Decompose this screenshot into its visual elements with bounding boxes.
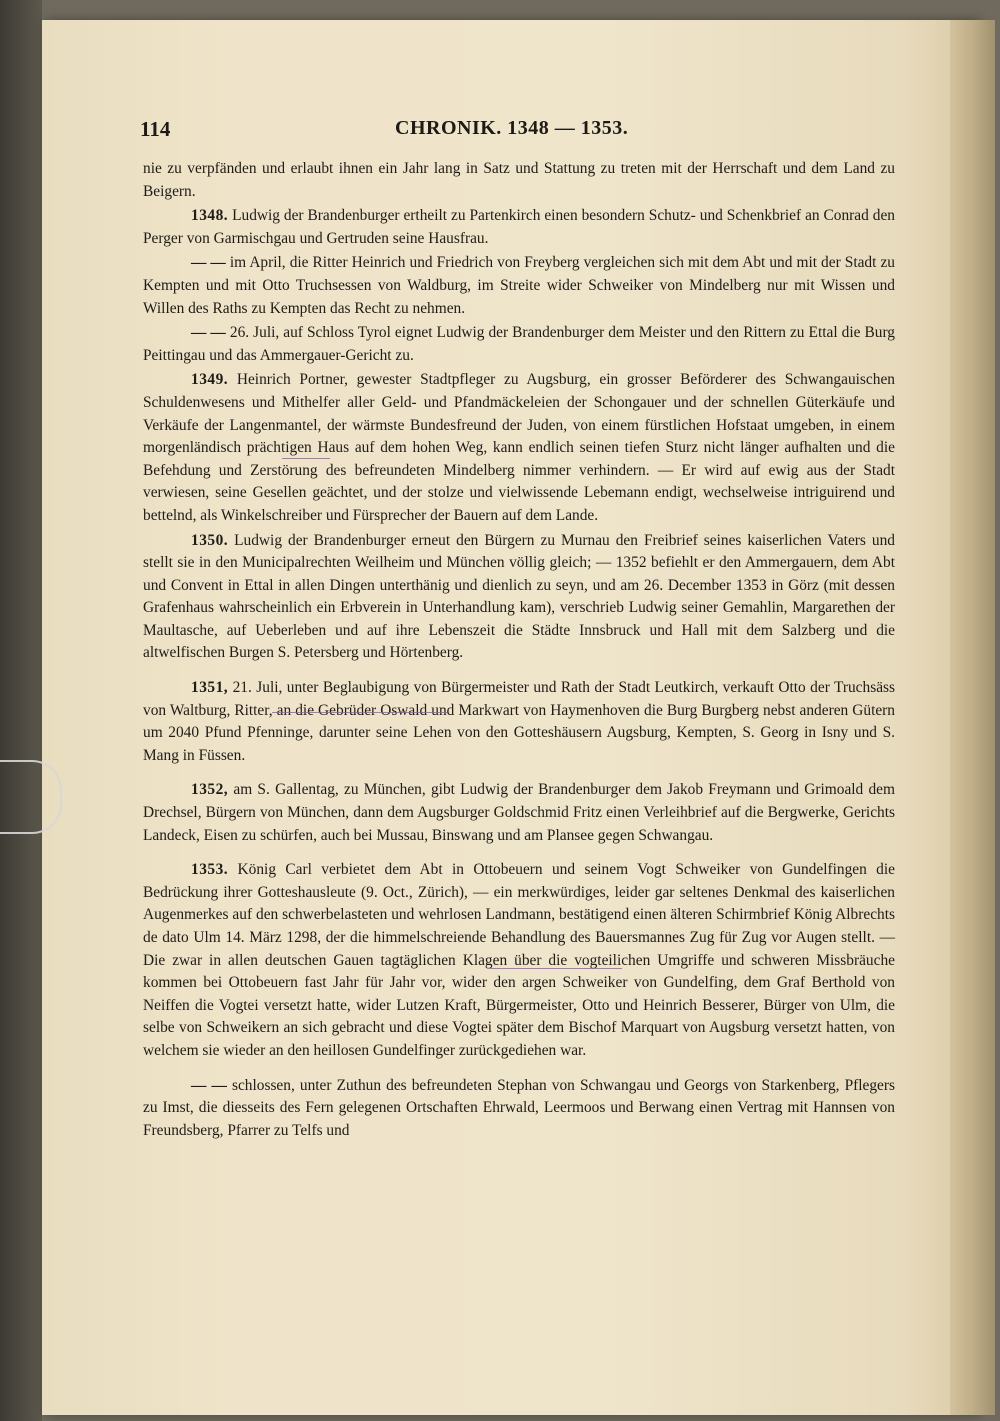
entry-text: Ludwig der Brandenburger ertheilt zu Partenkirch einen besondern Schutz- und Schenkbrief an Conrad den Perger von Garmischgau und Gertruden seine Hausfrau. [143, 207, 895, 247]
entry-paragraph [143, 859, 895, 1062]
entry-year: 1353. [191, 861, 229, 879]
entry-paragraph [143, 322, 895, 367]
page-title: CHRONIK. 1348 — 1353. [395, 117, 629, 139]
pencil-mark [272, 712, 447, 713]
entry-paragraph [143, 369, 895, 527]
paragraph-gap [143, 1065, 895, 1075]
pencil-mark [282, 458, 330, 459]
entry-paragraph [143, 158, 895, 203]
entry-text: 21. Juli, unter Beglaubigung von Bürgermeister und Rath der Stadt Leutkirch, verkauft Otto der Truchsäss von Waltburg, Ritter, an die Gebrüder Oswald und Markwart von Haymenhoven die Burg Burgberg nebst anderen Gütern um 2040 Pfund Pfenninge, darunter seine Lehen von den Gotteshäusern Augsburg, Kempten, S. Georg in Isny und S. Mang in Füssen. [143, 679, 896, 764]
paragraph-gap [143, 667, 895, 677]
entry-paragraph [143, 677, 895, 767]
pencil-mark [490, 968, 622, 969]
entry-paragraph [143, 530, 895, 666]
binding-shadow [0, 0, 42, 1421]
entry-text: 26. Juli, auf Schloss Tyrol eignet Ludwig der Brandenburger dem Meister und den Rittern zu Ettal die Burg Peittingau und das Ammergauer-Gericht zu. [143, 324, 895, 364]
entry-paragraph [143, 252, 895, 320]
entry-text: am S. Gallentag, zu München, gibt Ludwig der Brandenburger dem Jakob Freymann und Grimoald dem Drechsel, Bürgern von München, dann dem Augsburger Goldschmid Fritz einen Verleihbrief auf die Bergwerke, Gerichts Landeck, Eisen zu schürfen, auch bei Mussau, Binswang und am Plansee gegen Schwangau. [143, 781, 895, 844]
entry-text: Heinrich Portner, gewester Stadtpfleger zu Augsburg, ein grosser Beförderer des Schwangauischen Schuldenwesens und Mithelfer aller Geld- und Pfandmäckeleien der Schongauer und der schnellen Güterkäufe und Verkäufe der Langenmantel, der wärmste Bundesfreund der Juden, von einem fürstlichen Hofstaat umgeben, in einem morgenländisch prächtigen Haus auf dem hohen Weg, kann endlich seinen tiefen Sturz nicht länger aufhalten und die Befehdung und Zerstörung des befreundeten Mindelberg nimmer verhindern. — Er wird auf ewig aus der Stadt verwiesen, seine Gesellen geächtet, und der stolze und vielwissende Lebemann endigt, wechselweise intriguirend und bettelnd, als Winkelschreiber und Fürsprecher der Bauern auf dem Lande. [143, 371, 895, 524]
entry-text: König Carl verbietet dem Abt in Ottobeuern und seinem Vogt Schweiker von Gundelfingen die Bedrückung ihrer Gotteshausleute (9. Oct., Zürich), — ein merkwürdiges, leider gar seltenes Denkmal des kaiserlichen Augenmerkes auf den schwerbelasteten und wehrlosen Landmann, bestätigend einen älteren Schirmbrief König Albrechts de dato Ulm 14. März 1298, der die himmelschreiende Behandlung des Bauersmannes Zug für Zug vor Augen stellt. — Die zwar in allen deutschen Gauen tagtäglichen Klagen über die vogteilichen Umgriffe und schweren Missbräuche kommen bei Ottobeuern fast Jahr für Jahr vor, wider den argen Schweiker von Gundelfing, dem Graf Berthold von Neiffen die Vogtei versetzt hatte, wider Lutzen Kraft, Bürgermeister, Otto und Heinrich Besserer, Bürger von Ulm, die selbe von Schweikern an sich gebracht und diese Vogtei später dem Bischof Marquart von Augsburg versetzt hatten, von welchem sie wieder an den heillosen Gundelfinger zurückgediehen war. [143, 861, 895, 1059]
clip-outline [0, 760, 62, 834]
entry-dash: — — [191, 324, 226, 342]
entry-paragraph [143, 205, 895, 250]
entry-year: 1352, [191, 781, 229, 799]
entry-year: 1351, [191, 679, 229, 697]
entry-text: Ludwig der Brandenburger erneut den Bürgern zu Murnau den Freibrief seines kaiserlichen Vaters und stellt sie in den Municipalrechten Weilheim und München völlig gleich; — 1352 befiehlt er den Ammergauern, dem Abt und Convent in Ettal in allen Dingen unterthänig und dienlich zu seyn, und am 26. December 1353 in Görz (mit dessen Grafenhaus wahrscheinlich ein Erbverein in Unterhandlung kam), verschrieb Ludwig seiner Gemahlin, Margarethen der Maultasche, auf Ueberleben und auf ihre Lebenszeit die Städte Innsbruck und Hall mit dem Salzberg und die altwelfischen Burgen S. Petersberg und Hörtenberg. [143, 531, 895, 662]
page-edge [950, 20, 995, 1415]
entry-dash: — — [191, 254, 226, 272]
entry-dash: — — [191, 1076, 227, 1094]
entry-paragraph [143, 779, 895, 847]
entry-year: 1349. [191, 371, 229, 389]
entry-text: schlossen, unter Zuthun des befreundeten Stephan von Schwangau und Georgs von Starkenberg, Pflegers zu Imst, die diesseits des Fern gelegenen Ortschaften Ehrwald, Leermoos und Berwang einen Vertrag mit Hannsen von Freundsberg, Pfarrer zu Telfs und [143, 1076, 896, 1139]
paragraph-gap [143, 849, 895, 859]
entry-text: nie zu verpfänden und erlaubt ihnen ein Jahr lang in Satz und Stattung zu treten mit der Herrschaft und dem Land zu Beigern. [143, 160, 895, 200]
chronicle-text [143, 158, 895, 1144]
entry-year: 1348. [191, 207, 229, 225]
entry-text: im April, die Ritter Heinrich und Friedrich von Freyberg vergleichen sich mit dem Abt und mit der Stadt zu Kempten und mit Otto Truchsessen von Waldburg, im Streite wider Schweiker von Mindelberg nur mit Wissen und Willen des Raths zu Kempten das Recht zu nehmen. [143, 254, 895, 317]
page-number: 114 [140, 117, 171, 141]
running-head [130, 117, 870, 149]
entry-paragraph [143, 1075, 895, 1143]
entry-year: 1350. [191, 531, 229, 549]
paragraph-gap [143, 769, 895, 779]
